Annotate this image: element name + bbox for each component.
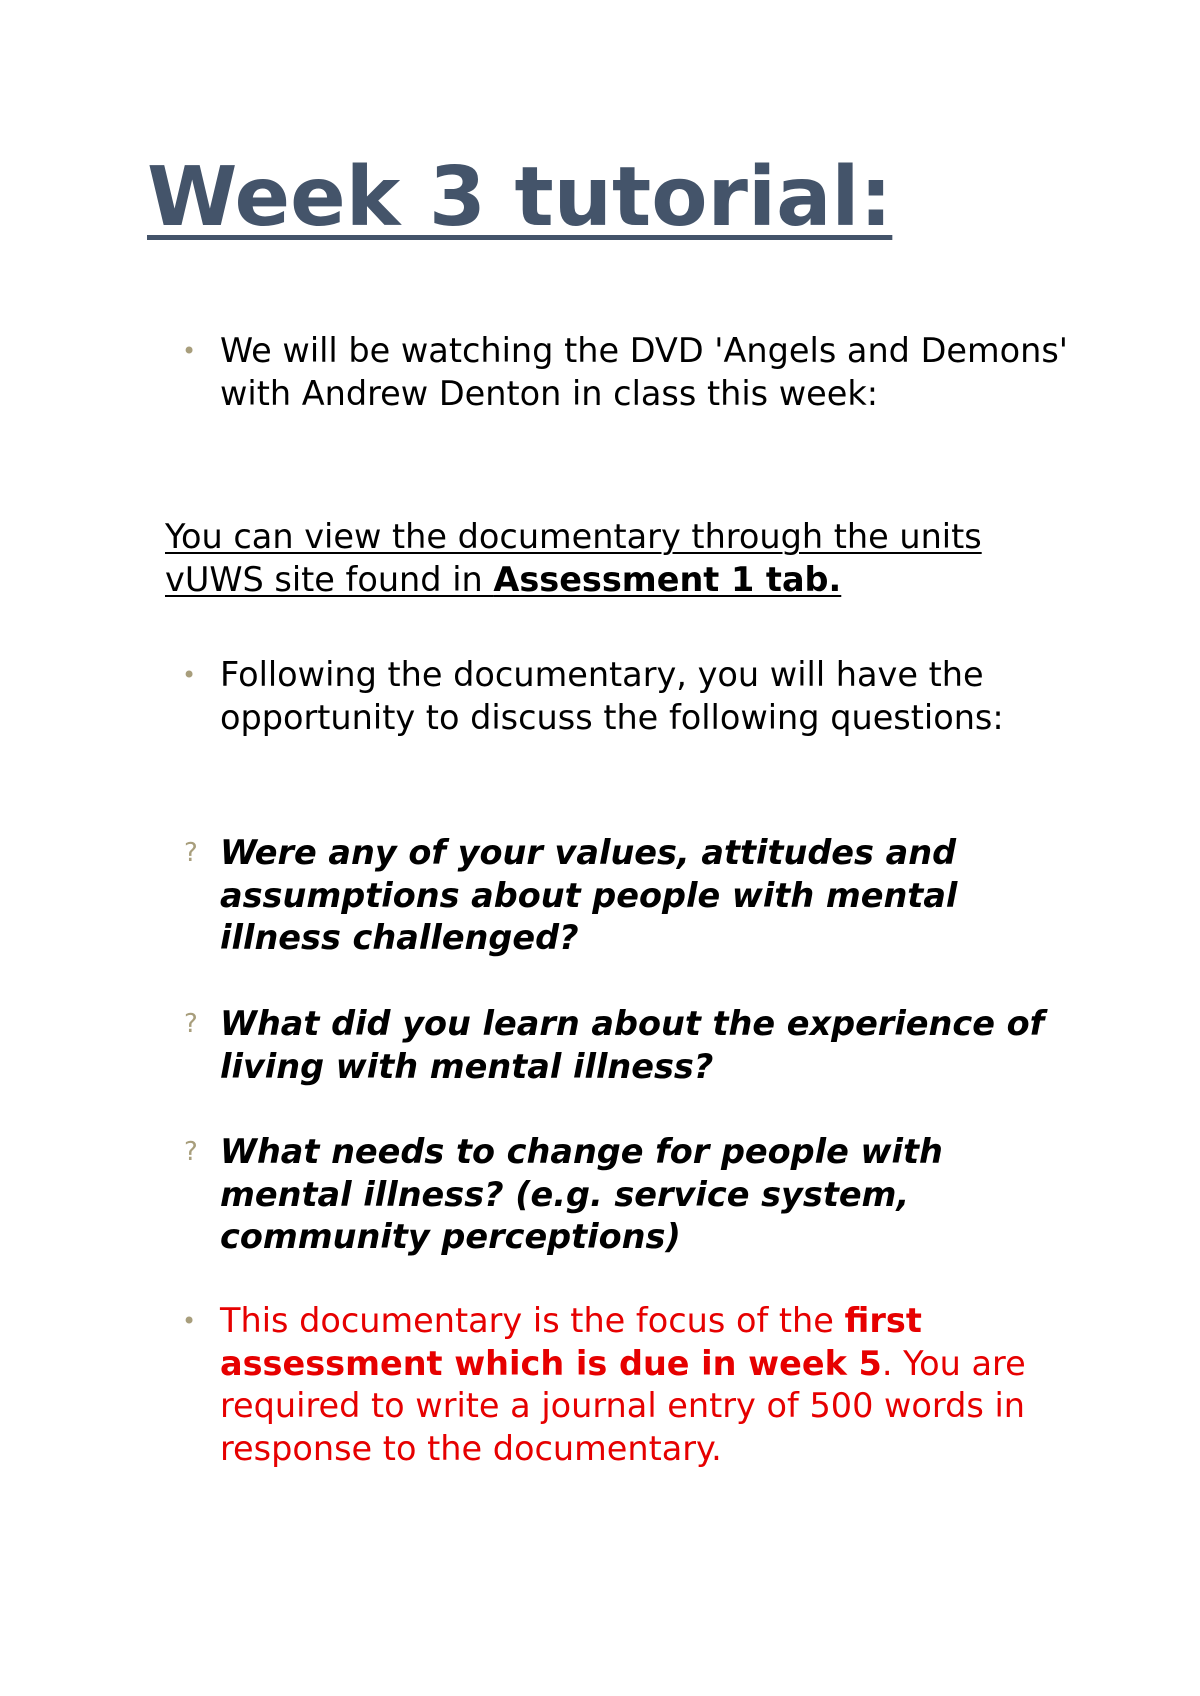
question-text: Were any of your values, attitudes and assumptions about people with mental illness challenged? [220,833,958,957]
bullet-marker: • [182,337,197,365]
assessment-note-text: This documentary is the focus of the [220,1301,845,1340]
assessment-note [220,1300,1080,1470]
vuws-note [165,516,1085,601]
page-title: Week 3 tutorial: [147,150,893,245]
bullet-text-discuss: Following the documentary, you will have the opportunity to discuss the following questions: [220,655,1004,737]
question-marker: ? [184,838,198,868]
bullet-text-dvd: We will be watching the DVD 'Angels and Demons' with Andrew Denton in class this week: [220,331,1069,413]
question-text: What needs to change for people with mental illness? (e.g. service system, community perceptions) [220,1132,943,1256]
vuws-note-bold: Assessment 1 tab. [493,559,842,599]
assessment-note-bold: first assessment which is due in week 5 [220,1301,922,1383]
assessment-note-tail: . You are required to write a journal entry of 500 words in response to the documentary. [220,1343,1026,1468]
question-marker: ? [184,1009,198,1039]
question-marker: ? [184,1137,198,1167]
bullet-marker: • [182,1307,197,1335]
vuws-note-text: You can view the documentary through the units vUWS site found in [165,517,982,599]
question-text: What did you learn about the experience of living with mental illness? [220,1004,1045,1086]
bullet-marker: • [182,661,197,689]
